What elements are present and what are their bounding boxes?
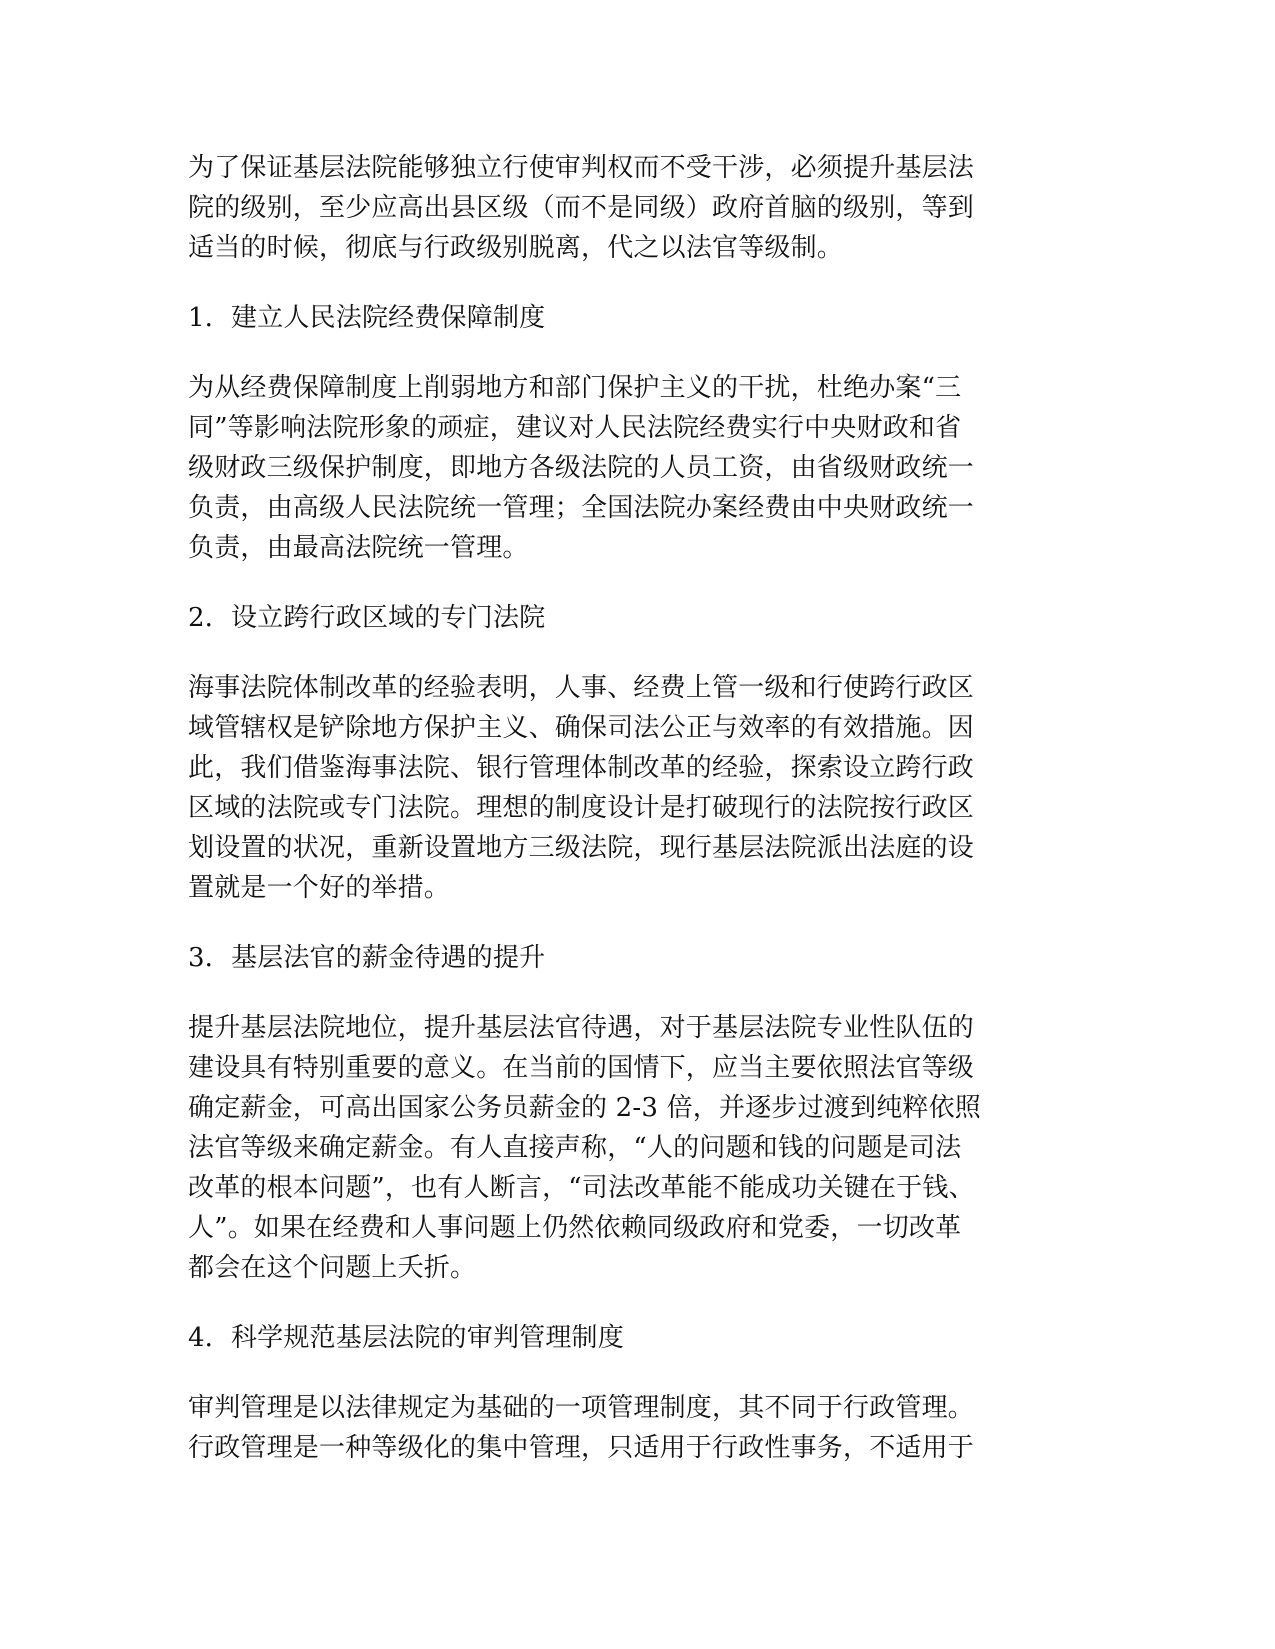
text-line: 改革的根本问题”，也有人断言，“司法改革能不能成功关键在于钱、 [188,1173,975,1203]
text-line: 适当的时候，彻底与行政级别脱离，代之以法官等级制。 [188,233,844,263]
text-line: 划设置的状况，重新设置地方三级法院，现行基层法院派出法庭的设 [188,833,975,863]
text-line: 负责，由高级人民法院统一管理；全国法院办案经费由中央财政统一 [188,493,975,523]
text-line: 负责，由最高法院统一管理。 [188,533,529,563]
text-line: 此，我们借鉴海事法院、银行管理体制改革的经验，探索设立跨行政 [188,753,975,783]
paragraph-court-level [188,148,1088,268]
text-line: 都会在这个问题上夭折。 [188,1253,477,1283]
text-line: 级财政三级保护制度，即地方各级法院的人员工资，由省级财政统一 [188,453,975,483]
text-line: 确定薪金，可高出国家公务员薪金的 2-3 倍，并逐步过渡到纯粹依照 [188,1093,981,1123]
section-heading-4: 4．科学规范基层法院的审判管理制度 [188,1323,624,1353]
text-line: 院的级别，至少应高出县区级（而不是同级）政府首脑的级别，等到 [188,193,975,223]
text-line: 行政管理是一种等级化的集中管理，只适用于行政性事务，不适用于 [188,1433,975,1463]
section-heading-1: 1．建立人民法院经费保障制度 [188,303,546,333]
text-line: 提升基层法院地位，提升基层法官待遇，对于基层法院专业性队伍的 [188,1013,975,1043]
text-line: 为了保证基层法院能够独立行使审判权而不受干涉，必须提升基层法 [188,153,975,183]
text-line: 为从经费保障制度上削弱地方和部门保护主义的干扰，杜绝办案“三 [188,373,962,403]
paragraph-funding [188,368,1088,568]
section-heading-3: 3．基层法官的薪金待遇的提升 [188,943,546,973]
text-line: 同”等影响法院形象的顽症，建议对人民法院经费实行中央财政和省 [188,413,962,443]
text-line: 海事法院体制改革的经验表明，人事、经费上管一级和行使跨行政区 [188,673,975,703]
paragraph-trial-management [188,1388,1088,1468]
text-line: 建设具有特别重要的意义。在当前的国情下，应当主要依照法官等级 [188,1053,975,1083]
paragraph-cross-region [188,668,1088,908]
section-heading-2: 2．设立跨行政区域的专门法院 [188,603,546,633]
text-line: 法官等级来确定薪金。有人直接声称，“人的问题和钱的问题是司法 [188,1133,962,1163]
text-line: 域管辖权是铲除地方保护主义、确保司法公正与效率的有效措施。因 [188,713,975,743]
text-line: 区域的法院或专门法院。理想的制度设计是打破现行的法院按行政区 [188,793,975,823]
paragraph-salary [188,1008,1088,1288]
text-line: 置就是一个好的举措。 [188,873,451,903]
document-body [188,148,1088,1498]
text-line: 人”。如果在经费和人事问题上仍然依赖同级政府和党委，一切改革 [188,1213,962,1243]
text-line: 审判管理是以法律规定为基础的一项管理制度，其不同于行政管理。 [188,1393,975,1423]
